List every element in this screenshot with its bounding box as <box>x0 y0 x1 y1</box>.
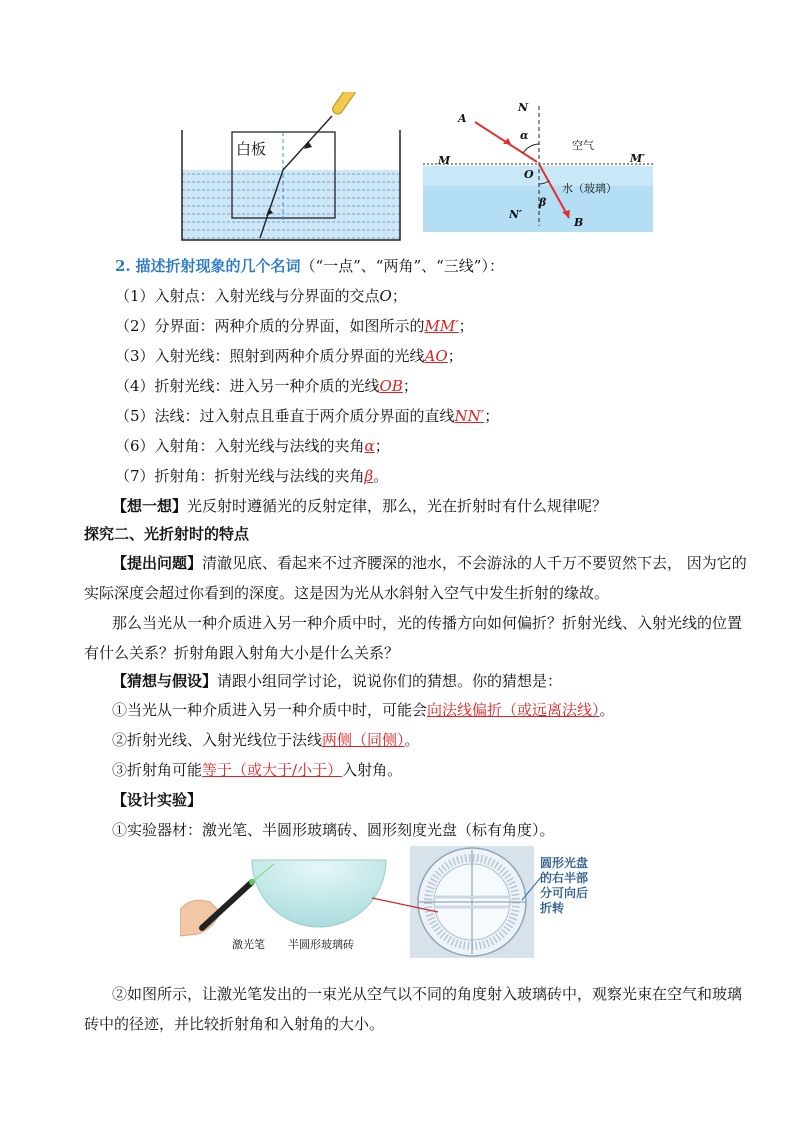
answer-blank: AO <box>424 347 448 365</box>
design-item-2-line-1: ②如图所示，让激光笔发出的一束光从空气以不同的角度射入玻璃砖中，观察光束在空气和玻璃 <box>112 985 743 1003</box>
disk-note: 圆形光盘 的右半部 分可向后 折转 <box>540 856 589 915</box>
label-M: M <box>438 154 451 167</box>
term-5: （5）法线：过入射点且垂直于两介质分界面的直线NN′； <box>115 407 500 425</box>
answer-blank: OB <box>379 377 403 395</box>
question-line-1: 【提出问题】清澈见底、看起来不过齐腰深的池水，不会游泳的人千万不要贸然下去， 因为它的 <box>112 554 747 572</box>
answer-blank: α <box>364 437 375 455</box>
label-A: A <box>458 112 467 125</box>
term-6: （6）入射角：入射光线与法线的夹角α； <box>115 437 390 455</box>
hypothesis-line: 【猜想与假设】请跟小组同学讨论，说说你们的猜想。你的猜想是： <box>112 672 563 690</box>
label-B: B <box>574 216 584 229</box>
term-4: （4）折射光线：进入另一种介质的光线OB； <box>115 377 418 395</box>
answer-blank: 向法线偏折（或远离法线） <box>427 701 600 719</box>
board-label: 白板 <box>236 140 267 158</box>
term-7: （7）折射角：折射光线与法线的夹角β。 <box>115 467 389 485</box>
laser-pen-label: 激光笔 <box>232 938 265 951</box>
label-M-prime: M′ <box>630 152 646 165</box>
design-item-1: ①实验器材：激光笔、半圆形玻璃砖、圆形刻度光盘（标有角度）。 <box>112 821 555 839</box>
question-para2-line-1: 那么当光从一种介质进入另一种介质中时，光的传播方向如何偏折？折射光线、入射光线的位置 <box>112 614 743 632</box>
explore-title: 探究二、光折射时的特点 <box>84 525 250 543</box>
design-tag: 【设计实验】 <box>112 791 203 809</box>
hypothesis-item-1: ①当光从一种介质进入另一种介质中时，可能会向法线偏折（或远离法线）。 <box>112 701 615 719</box>
label-N-prime: N′ <box>509 208 522 221</box>
label-N: N <box>518 101 529 114</box>
hypothesis-item-2: ②折射光线、入射光线位于法线两侧（同侧）。 <box>112 731 420 749</box>
question-para2-line-2: 有什么关系？折射角跟入射角大小是什么关系？ <box>84 644 400 662</box>
label-beta: β <box>539 196 547 209</box>
answer-blank: MM′ <box>424 317 459 335</box>
term-1: （1）入射点：入射光线与分界面的交点O； <box>115 287 407 305</box>
figure-refraction-tank <box>180 92 405 242</box>
term-3: （3）入射光线：照射到两种介质分界面的光线AO； <box>115 347 463 365</box>
photo-laser-and-glass <box>180 850 400 950</box>
label-alpha: α <box>520 129 529 142</box>
answer-blank: β <box>364 467 374 485</box>
think-line: 【想一想】光反射时遵循光的反射定律，那么，光在折射时有什么规律呢？ <box>112 497 608 515</box>
answer-blank: 等于（或大于/小于） <box>202 761 343 779</box>
label-air: 空气 <box>572 139 594 152</box>
label-O: O <box>524 168 534 181</box>
answer-blank: NN′ <box>454 407 485 425</box>
hypothesis-item-3: ③折射角可能等于（或大于/小于）入射角。 <box>112 761 403 779</box>
glass-brick-label: 半圆形玻璃砖 <box>288 938 354 951</box>
term-2: （2）分界面：两种介质的分界面，如图所示的MM′； <box>115 317 474 335</box>
label-water: 水（玻璃） <box>562 182 617 195</box>
pointer-line <box>372 890 442 920</box>
question-line-2: 实际深度会超过你看到的深度。这是因为光从水斜射入空气中发生折射的缘故。 <box>84 584 610 602</box>
design-item-2-line-2: 砖中的径迹，并比较折射角和入射角的大小。 <box>84 1015 385 1033</box>
answer-blank: 两侧（同侧） <box>322 731 405 749</box>
section-heading: 2. 描述折射现象的几个名词（“一点”、“两角”、“三线”）： <box>115 257 504 275</box>
